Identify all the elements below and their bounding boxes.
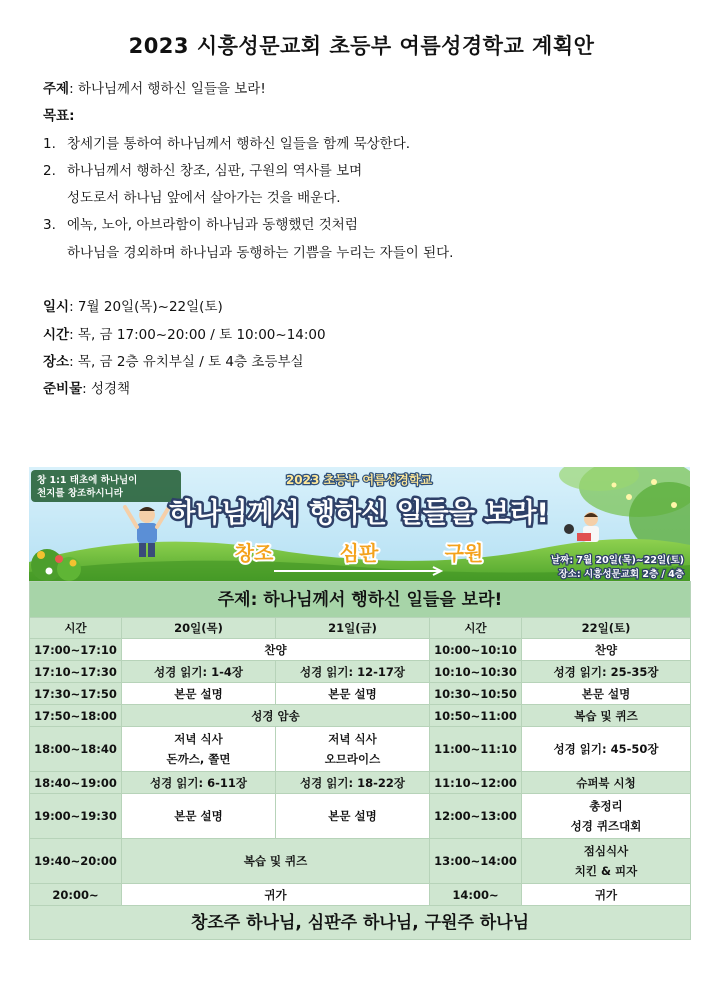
- activity-cell: 본문 설명: [276, 794, 430, 839]
- table-row: [30, 661, 691, 683]
- vbs-banner: [29, 467, 690, 581]
- lunch-menu: 치킨 & 피자: [574, 864, 638, 878]
- header-day1: 20일(목): [122, 618, 276, 639]
- goal-num: 3.: [43, 217, 56, 234]
- banner-date: 날짜: 7월 20일(목)~22일(토): [550, 555, 684, 566]
- activity-cell: 슈퍼북 시청: [522, 772, 691, 794]
- banner-event: 2023 초등부 여름성경학교: [285, 473, 433, 487]
- activity-cell: [122, 727, 276, 772]
- time-cell: 10:10~10:30: [430, 661, 522, 683]
- schedule-theme-row: [30, 582, 691, 618]
- theme-label: 주제: [43, 81, 70, 97]
- prep-value: : 성경책: [82, 381, 131, 398]
- banner-verse-line1: 창 1:1 태초에 하나님이: [37, 475, 138, 486]
- goal-item-3-cont: 하나님을 경외하며 하나님과 동행하는 기쁨을 누리는 자들이 된다.: [67, 244, 454, 261]
- time-cell: 10:30~10:50: [430, 683, 522, 705]
- banner-verse-line2: 천지를 창조하시니라: [37, 488, 123, 499]
- schedule-theme: 주제: 하나님께서 행하신 일들을 보라!: [30, 582, 691, 618]
- time-cell: 11:10~12:00: [430, 772, 522, 794]
- goal-colon: :: [69, 108, 75, 125]
- activity-cell: 성경 읽기: 18-22장: [276, 772, 430, 794]
- goal-item-1: [43, 131, 683, 158]
- meal-label: 저녁 식사: [174, 732, 223, 746]
- schedule-footer-row: [30, 906, 691, 940]
- banner-word-judgment: 심판: [339, 541, 379, 565]
- banner-place: 장소: 시흥성문교회 2층 / 4층: [558, 569, 684, 580]
- theme-line: [43, 76, 683, 103]
- banner-headline: 하나님께서 행하신 일들을 보라!: [169, 498, 549, 529]
- time-line: [43, 322, 683, 349]
- place-value: : 목, 금 2층 유치부실 / 토 4층 초등부실: [69, 353, 304, 370]
- activity-cell: [276, 727, 430, 772]
- time-cell: 13:00~14:00: [430, 839, 522, 884]
- goal-item-3: [43, 212, 683, 239]
- time-cell: 14:00~: [430, 884, 522, 906]
- header-time-right: 시간: [430, 618, 522, 639]
- goal-text: 에녹, 노아, 아브라함이 하나님과 동행했던 것처럼: [67, 217, 358, 234]
- activity-cell: 찬양: [522, 639, 691, 661]
- table-row: [30, 839, 691, 884]
- activity-cell: 찬양: [122, 639, 430, 661]
- date-value: : 7월 20일(목)~22일(토): [69, 299, 223, 316]
- schedule-table: [29, 581, 691, 940]
- activity-cell: 본문 설명: [522, 683, 691, 705]
- activity-cell: 성경 읽기: 25-35장: [522, 661, 691, 683]
- date-line: [43, 294, 683, 321]
- time-cell: 12:00~13:00: [430, 794, 522, 839]
- activity-cell: [522, 794, 691, 839]
- time-cell: 17:30~17:50: [30, 683, 122, 705]
- table-row: [30, 772, 691, 794]
- goal-text: 창세기를 통하여 하나님께서 행하신 일들을 함께 묵상한다.: [67, 135, 411, 152]
- time-label: 시간: [43, 326, 70, 343]
- time-cell: 17:00~17:10: [30, 639, 122, 661]
- quiz-label: 성경 퀴즈대회: [570, 819, 642, 833]
- time-cell: 10:50~11:00: [430, 705, 522, 727]
- time-cell: 18:40~19:00: [30, 772, 122, 794]
- table-row: [30, 884, 691, 906]
- goal-item-2: [43, 158, 683, 185]
- time-cell: 19:00~19:30: [30, 794, 122, 839]
- activity-cell: 성경 읽기: 45-50장: [522, 727, 691, 772]
- header-time-left: 시간: [30, 618, 122, 639]
- time-cell: 20:00~: [30, 884, 122, 906]
- goal-heading: [43, 103, 683, 130]
- activity-cell: 성경 읽기: 1-4장: [122, 661, 276, 683]
- prep-label: 준비물: [43, 381, 83, 398]
- goal-label: 목표: [43, 108, 70, 125]
- verse-box: [31, 470, 181, 502]
- table-row: [30, 683, 691, 705]
- activity-cell: 성경 암송: [122, 705, 430, 727]
- lunch-label: 점심식사: [583, 844, 629, 858]
- activity-cell: [522, 839, 691, 884]
- table-row: [30, 794, 691, 839]
- time-cell: 17:50~18:00: [30, 705, 122, 727]
- goal-text: 하나님께서 행하신 창조, 심판, 구원의 역사를 보며: [67, 162, 363, 179]
- table-row: [30, 705, 691, 727]
- goal-item-2-cont: 성도로서 하나님 앞에서 살아가는 것을 배운다.: [67, 190, 341, 207]
- activity-cell: 성경 읽기: 6-11장: [122, 772, 276, 794]
- schedule-header-row: [30, 618, 691, 639]
- table-row: [30, 639, 691, 661]
- table-row: [30, 727, 691, 772]
- time-value: : 목, 금 17:00~20:00 / 토 10:00~14:00: [69, 326, 326, 343]
- activity-cell: 복습 및 퀴즈: [122, 839, 430, 884]
- header-day2: 21일(금): [276, 618, 430, 639]
- review-label: 총정리: [589, 799, 623, 813]
- document-title: 2023 시흥성문교회 초등부 여름성경학교 계획안: [128, 34, 595, 58]
- meal-menu: 돈까스, 쫄면: [166, 752, 231, 766]
- time-cell: 19:40~20:00: [30, 839, 122, 884]
- activity-cell: 본문 설명: [122, 683, 276, 705]
- time-cell: 17:10~17:30: [30, 661, 122, 683]
- prep-line: [43, 376, 683, 403]
- time-cell: 11:00~11:10: [430, 727, 522, 772]
- meal-label: 저녁 식사: [328, 732, 377, 746]
- activity-cell: 본문 설명: [276, 683, 430, 705]
- banner-word-creation: 창조: [234, 541, 274, 565]
- activity-cell: 복습 및 퀴즈: [522, 705, 691, 727]
- time-cell: 18:00~18:40: [30, 727, 122, 772]
- place-label: 장소: [43, 353, 70, 370]
- activity-cell: 성경 읽기: 12-17장: [276, 661, 430, 683]
- meal-menu: 오므라이스: [324, 752, 381, 766]
- activity-cell: 귀가: [522, 884, 691, 906]
- theme-value: : 하나님께서 행하신 일들을 보라!: [69, 81, 266, 97]
- date-label: 일시: [43, 299, 70, 316]
- schedule-footer: 창조주 하나님, 심판주 하나님, 구원주 하나님: [30, 906, 691, 940]
- time-cell: 10:00~10:10: [430, 639, 522, 661]
- goal-num: 1.: [43, 135, 56, 152]
- banner-word-salvage: 구원: [444, 541, 484, 565]
- plan-info: [43, 76, 683, 404]
- activity-cell: 귀가: [122, 884, 430, 906]
- activity-cell: 본문 설명: [122, 794, 276, 839]
- place-line: [43, 349, 683, 376]
- goal-num: 2.: [43, 162, 56, 179]
- banner-illustration: [29, 467, 690, 581]
- header-day3: 22일(토): [522, 618, 691, 639]
